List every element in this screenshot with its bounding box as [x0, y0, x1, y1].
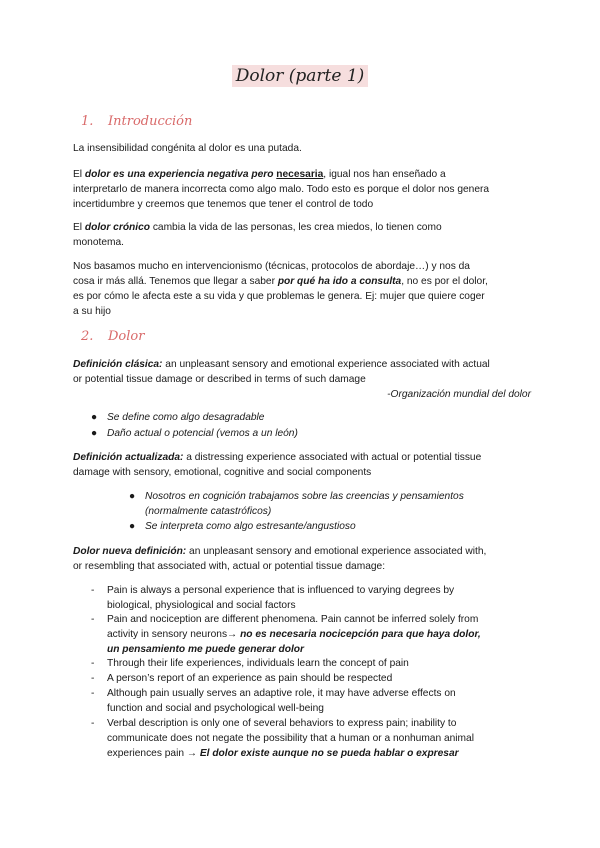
emphasis-text: dolor crónico	[84, 222, 150, 233]
text-run: cambia la vida de las personas, les crea miedos, lo tienen como	[149, 222, 442, 233]
section-number: 2.	[81, 329, 94, 344]
paragraph-text: La insensibilidad congénita al dolor es una putada.	[73, 143, 302, 154]
text-run: experiences pain →	[107, 748, 200, 759]
section-number: 1.	[81, 114, 94, 129]
intro-paragraph-3	[73, 220, 533, 250]
list-item-text: Nosotros en cognición trabajamos sobre las creencias y pensamientos	[145, 491, 464, 502]
section-heading-dolor	[81, 329, 144, 344]
paragraph-line: incertidumbre y creemos que tenemos que tener el control de todo	[73, 199, 374, 210]
page-title: Dolor (parte 1)	[232, 65, 369, 87]
bullet-icon: ●	[129, 521, 136, 532]
emphasis-text: El dolor existe aunque no se pueda hablar o expresar	[199, 748, 459, 759]
paragraph-line: damage with sensory, emotional, cognitive and social components	[73, 467, 372, 478]
emphasis-text: por qué ha ido a consulta	[277, 276, 402, 287]
dash-bullet: -	[91, 658, 95, 669]
list-item-text: biological, physiological and social factors	[107, 600, 296, 611]
section-heading-introduccion	[81, 114, 192, 129]
bullet-icon: ●	[91, 428, 98, 439]
definition-label: Definición clásica:	[73, 359, 163, 370]
list-item	[129, 519, 356, 534]
intro-paragraph-2	[73, 167, 533, 212]
underlined-text: necesaria	[276, 169, 324, 180]
list-item-text: function and social and psychological well-being	[107, 703, 324, 714]
paragraph-line: monotema.	[73, 237, 124, 248]
dash-bullet: -	[91, 688, 95, 699]
dash-bullet: -	[91, 673, 95, 684]
list-item-text: Se define como algo desagradable	[107, 412, 265, 423]
paragraph-line	[73, 544, 533, 559]
list-item-text: Se interpreta como algo estresante/angustioso	[145, 521, 356, 532]
dash-bullet: -	[91, 614, 95, 625]
list-item-text: Daño actual o potencial (vemos a un león)	[107, 428, 298, 439]
list-item-text: Through their life experiences, individuals learn the concept of pain	[107, 658, 409, 669]
list-item	[91, 410, 264, 425]
paragraph-line: es por cómo le afecta este a su vida y que problemas le genera. Ej: mujer que quiere coger	[73, 291, 485, 302]
text-run: , igual nos han enseñado a	[323, 169, 446, 180]
list-item-text: communicate does not negate the possibility that a human or a nonhuman animal	[107, 733, 474, 744]
text-run: El	[73, 222, 85, 233]
paragraph-line: Nos basamos mucho en intervencionismo (técnicas, protocolos de abordaje…) y nos da	[73, 261, 470, 272]
text-run: an unpleasant sensory and emotional experience associated with actual	[162, 359, 490, 370]
classic-definition	[73, 357, 533, 387]
classic-source: -Organización mundial del dolor	[387, 389, 531, 400]
list-item	[129, 489, 529, 519]
paragraph-line	[73, 167, 533, 182]
text-run: an unpleasant sensory and emotional experience associated with,	[186, 546, 487, 557]
list-item-text: Pain is always a personal experience that is influenced to varying degrees by	[107, 585, 455, 596]
list-item-text	[107, 627, 537, 642]
definition-label: Dolor nueva definición:	[73, 546, 187, 557]
text-run: El	[73, 169, 85, 180]
paragraph-line	[73, 220, 533, 235]
paragraph-line: interpretarlo de manera incorrecta como algo malo. Todo esto es porque el dolor nos genera	[73, 184, 490, 195]
text-run: activity in sensory neurons→	[107, 629, 241, 640]
list-item-text: (normalmente catastróficos)	[145, 506, 272, 517]
definition-label: Definición actualizada:	[73, 452, 184, 463]
bullet-icon: ●	[129, 491, 136, 502]
list-item-text	[107, 746, 537, 761]
list-item-text: Pain and nociception are different phenomena. Pain cannot be inferred solely from	[107, 614, 479, 625]
paragraph-line: or resembling that associated with, actual or potential tissue damage:	[73, 561, 386, 572]
text-run: a distressing experience associated with actual or potential tissue	[183, 452, 482, 463]
bullet-icon: ●	[91, 412, 98, 423]
section-title: Introducción	[108, 114, 193, 129]
intro-paragraph-4	[73, 259, 533, 319]
list-item-text: Although pain usually serves an adaptive role, it may have adverse effects on	[107, 688, 456, 699]
emphasis-text: dolor es una experiencia negativa pero	[84, 169, 274, 180]
section-title: Dolor	[108, 329, 145, 344]
text-run: cosa ir más allá. Tenemos que llegar a saber	[73, 276, 278, 287]
intro-paragraph-1	[73, 141, 533, 156]
paragraph-line	[73, 274, 533, 289]
emphasis-text: no es necesaria nocicepción para que haya dolor,	[240, 629, 481, 640]
paragraph-line	[73, 357, 533, 372]
text-run: , no es por el dolor,	[401, 276, 488, 287]
list-item-text: Verbal description is only one of several behaviors to express pain; inability to	[107, 718, 457, 729]
list-item-text: A person’s report of an experience as pain should be respected	[107, 673, 393, 684]
paragraph-line: a su hijo	[73, 306, 111, 317]
paragraph-line: or potential tissue damage or described in terms of such damage	[73, 374, 366, 385]
dash-bullet: -	[91, 585, 95, 596]
emphasis-text: un pensamiento me puede generar dolor	[107, 644, 304, 655]
new-definition	[73, 544, 533, 574]
updated-definition	[73, 450, 533, 480]
paragraph-line	[73, 450, 533, 465]
list-item	[91, 426, 298, 441]
dash-bullet: -	[91, 718, 95, 729]
page-title-wrap	[0, 66, 600, 86]
